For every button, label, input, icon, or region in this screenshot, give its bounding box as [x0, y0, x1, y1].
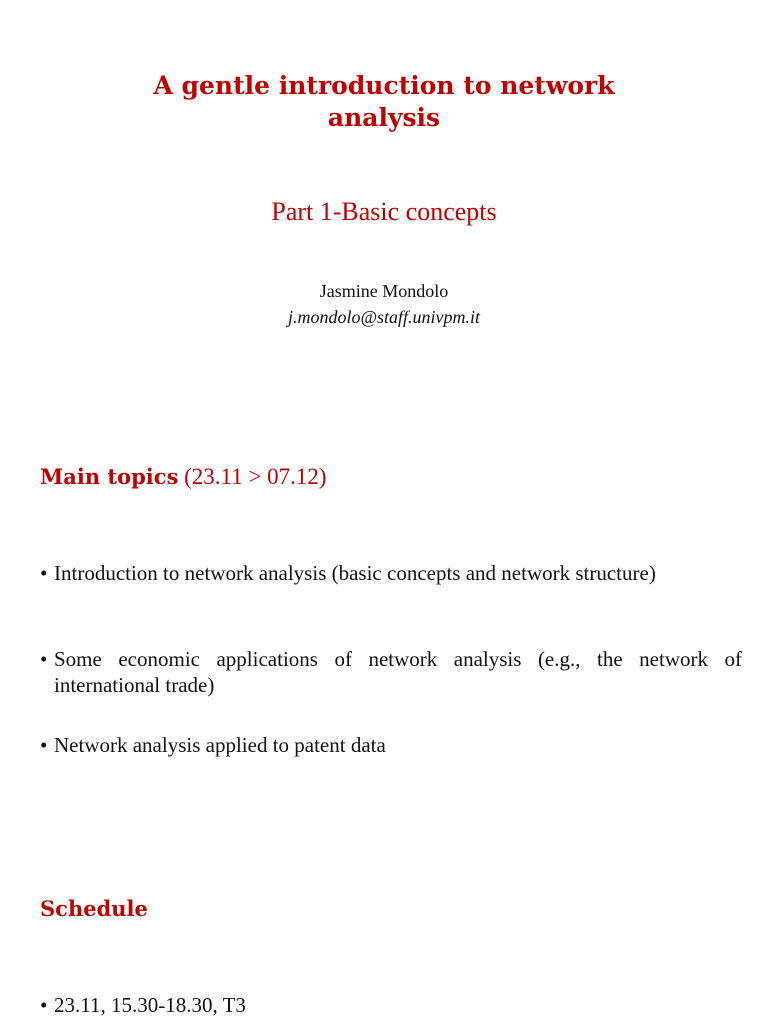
- list-item-text: Some economic applications of network analysis (e.g., the network of international trade): [54, 647, 742, 697]
- document-title: [0, 70, 768, 134]
- list-item: [40, 732, 742, 758]
- list-item: [40, 646, 742, 698]
- main-topics-label: Main topics: [40, 464, 179, 489]
- bullet-icon: •: [40, 561, 48, 585]
- bullet-icon: •: [40, 733, 48, 757]
- list-item-text: Introduction to network analysis (basic concepts and network structure): [54, 561, 656, 585]
- title-line-2: analysis: [327, 103, 441, 132]
- bullet-icon: •: [40, 647, 48, 671]
- main-topics-date-range: (23.11 > 07.12): [184, 464, 327, 489]
- list-item: [40, 560, 742, 586]
- schedule-heading: [40, 894, 148, 924]
- list-item-text: Network analysis applied to patent data: [54, 733, 386, 757]
- author-name: Jasmine Mondolo: [319, 281, 449, 301]
- schedule-label: Schedule: [40, 896, 148, 921]
- schedule-item-text: 23.11, 15.30-18.30, T3: [54, 993, 246, 1017]
- list-item: [40, 992, 742, 1018]
- document-subtitle: Part 1-Basic concepts: [271, 197, 497, 226]
- main-topics-heading: [40, 462, 327, 492]
- author-email: j.mondolo@staff.univpm.it: [287, 307, 481, 327]
- title-line-1: A gentle introduction to network: [153, 71, 615, 100]
- bullet-icon: •: [40, 993, 48, 1017]
